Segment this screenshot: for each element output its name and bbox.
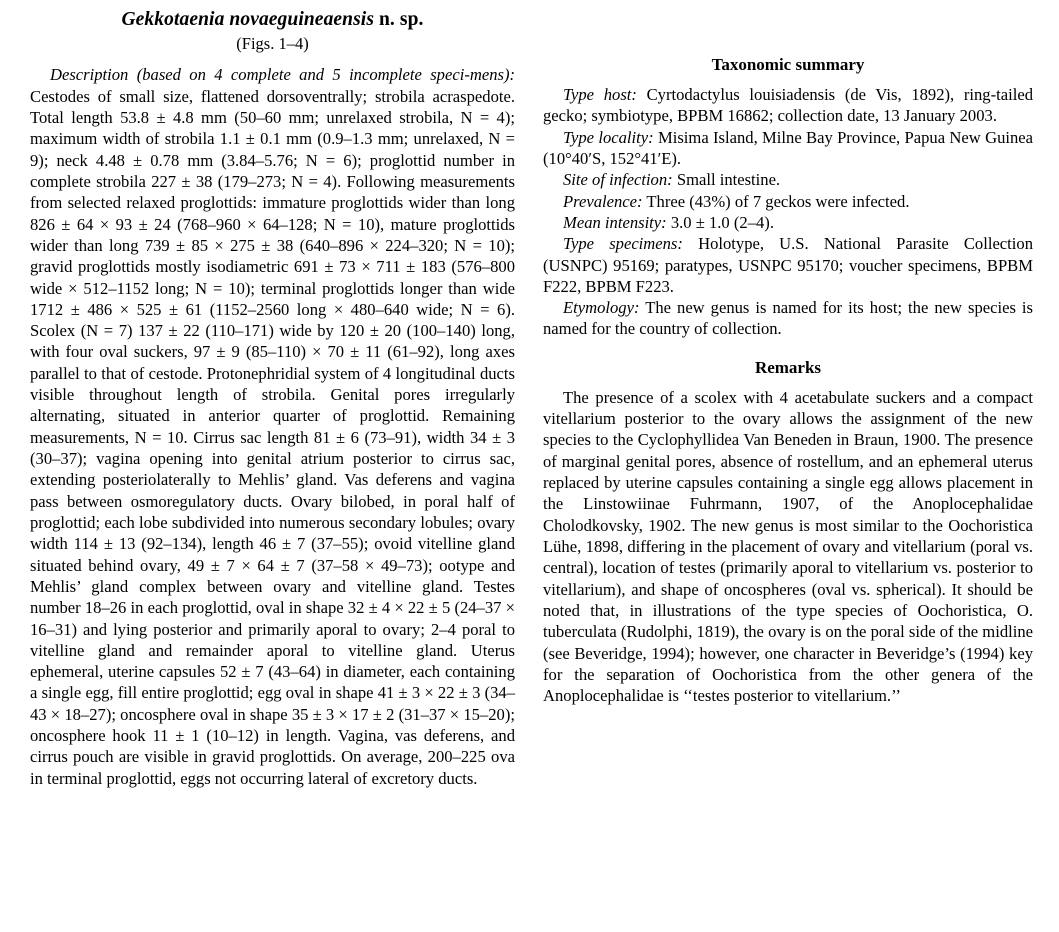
entry-text: Holotype, U.S. National Parasite Collection (USNPC) 95169; paratypes, USNPC 95170; voucher specimens, BPBM F222, BPBM F223. (543, 234, 1033, 296)
entry-label: Type host: (563, 85, 637, 104)
remarks-heading: Remarks (754, 357, 822, 377)
remarks-paragraph: The presence of a scolex with 4 acetabulate suckers and a compact vitellarium posterior to the ovary allows the assignment of the new species to the Cyclophyllidea Van Beneden in Braun, 1900. The presence of marginal genital pores, absence of rostellum, and an ephemeral uterus replaced by uterine capsules containing a single egg allows placement in the Linstowiinae Fuhrmann, 1907, of the Anoplocephalidae Cholodkovsky, 1902. The new genus is most similar to the Oochoristica Lühe, 1898, differing in the placement of ovary and vitellarium (poral vs. central), location of testes (primarily aporal to vitellarium vs. posterior to vitellarium), and shape of oncospheres (oval vs. spherical). It should be noted that, in illustrations of the type species of Oochoristica, O. tuberculata (Rudolphi, 1819), the ovary is on the poral side of the midline (see Beveridge, 1994); however, one character in Beveridge’s (1994) key for the separation of Oochoristica from the other genera of the Anoplocephalidae is ‘‘testes posterior to vitellarium.’’ (543, 387, 1033, 706)
entry-text: The new genus is named for its host; the new species is named for the country of collection. (543, 298, 1033, 339)
right-column (543, 55, 1033, 706)
entry-type-host (543, 84, 1033, 127)
species-name-italic: Gekkotaenia novaeguineaensis (121, 9, 375, 30)
description-paragraph (30, 64, 515, 789)
entry-text: Small intestine. (672, 170, 781, 190)
entry-mean-intensity (543, 212, 1033, 233)
species-name-suffix: n. sp. (374, 9, 424, 30)
left-column (30, 8, 515, 789)
taxonomic-summary-heading: Taxonomic summary (711, 55, 865, 74)
entry-text: Three (43%) of 7 geckos were infected. (642, 191, 910, 211)
species-heading (30, 8, 515, 31)
description-label: Description (based on 4 complete and 5 incomplete speci-mens): (50, 65, 515, 85)
description-text: Cestodes of small size, flattened dorsoventrally; strobila acraspedote. Total length 53.8 ± 4.8 mm (50–60 mm; unrelaxed strobila, N = 4); maximum width of strobila 1.1 ± 0.1 mm (0.9–1.3 mm; unrelaxed, N = 9); neck 4.48 ± 0.78 mm (3.84–5.76; N = 6); proglottid number in complete strobila 227 ± 38 (179–273; N = 4). Following measurements from selected relaxed proglottids: immature proglottids wider than long 826 ± 64 × 93 ± 24 (768–960 × 64–128; N = 10), mature proglottids wider than long 739 ± 85 × 275 ± 38 (640–896 × 224–320; N = 10); gravid proglottids mostly isodiametric 691 ± 73 × 711 ± 183 (576–800 wide × 512–1152 long; N = 10); terminal proglottids longer than wide 1712 ± 486 × 525 ± 61 (1152–2560 long × 480–640 wide; N = 6). Scolex (N = 7) 137 ± 22 (110–171) wide by 120 ± 20 (100–140) long, with four oval suckers, 97 ± 9 (85–110) × 70 ± 11 (61–92), long axes parallel to that of cestode. Protonephridial system of 4 longitudinal ducts visible throughout length of strobila. Genital pores irregularly alternating, situated in anterior quarter of proglottid. Remaining measurements, N = 10. Cirrus sac length 81 ± 6 (73–91), width 34 ± 3 (30–37); vagina opening into genital atrium posterior to cirrus sac, extending posteriolaterally to Mehlis’ gland. Vas deferens and vagina pass between osmoregulatory ducts. Ovary bilobed, in poral half of proglottid; each lobe subdivided into numerous secondary lobules; ovary width 114 ± 13 (92–134), length 46 ± 7 (37–55); ovoid vitelline gland situated behind ovary, 49 ± 7 × 64 ± 7 (37–58 × 49–73); ootype and Mehlis’ gland complex between ovary and vitelline gland. Testes number 18–26 in each proglottid, oval in shape 32 ± 4 × 22 ± 5 (24–37 × 16–31) and lying posterior and primarily aporal to ovary; 2–4 poral to vitelline gland and remainder aporal to vitelline gland. Uterus ephemeral, uterine capsules 52 ± 7 (43–64) in diameter, each containing a single egg, fill entire proglottid; egg oval in shape 41 ± 3 × 22 ± 3 (34–43 × 18–27); oncosphere oval in shape 35 ± 3 × 17 ± 2 (31–37 × 15–20); oncosphere hook 11 ± 1 (10–12) in length. Vagina, vas deferens, and cirrus pouch are visible in gravid proglottids. On average, 200–225 ova in terminal proglottid, eggs not occurring lateral of excretory ducts. (30, 86, 515, 788)
entry-etymology (543, 297, 1033, 340)
entry-label: Type locality: (563, 127, 654, 147)
entry-text: Cyrtodactylus louisiadensis (de Vis, 1892), ring-tailed gecko; symbiotype, BPBM 16862; collection date, 13 January 2003. (543, 85, 1033, 126)
entry-site-of-infection (543, 169, 1033, 190)
entry-type-specimens (543, 233, 1033, 297)
entry-type-locality (543, 127, 1033, 170)
entry-label: Prevalence: (563, 191, 643, 211)
entry-label: Type specimens: (563, 234, 683, 254)
entry-label: Etymology: (563, 298, 640, 318)
entry-label: Mean intensity: (563, 212, 667, 232)
entry-text: Misima Island, Milne Bay Province, Papua New Guinea (10°40′S, 152°41′E). (543, 127, 1033, 168)
figures-reference: (Figs. 1–4) (236, 34, 309, 54)
entry-label: Site of infection: (563, 170, 673, 190)
entry-prevalence (543, 191, 1033, 212)
entry-text: 3.0 ± 1.0 (2–4). (666, 212, 774, 232)
